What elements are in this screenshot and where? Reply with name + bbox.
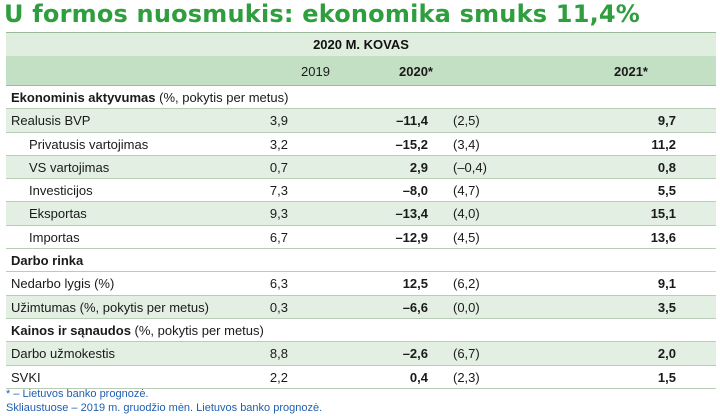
value-2021: 3,5 [657,299,676,315]
column-header-2019: 2019 [301,64,330,79]
previous-forecast: (4,5) [453,229,480,245]
value-2019: 7,3 [269,183,288,199]
forecast-table [6,32,716,389]
value-2021: 0,8 [657,159,676,175]
value-2021: 9,1 [657,276,676,292]
section-header-row [6,319,716,342]
value-2020: –8,0 [402,183,428,199]
table-row [6,109,716,132]
value-2019: 2,2 [269,369,288,385]
value-2021: 2,0 [657,346,676,362]
previous-forecast: (4,7) [453,183,480,199]
section-header-row [6,86,716,109]
row-label: Realusis BVP [11,113,91,129]
table-row [6,296,716,319]
value-2019: 6,3 [269,276,288,292]
row-label: Importas [29,229,80,245]
value-2020: –2,6 [402,346,428,362]
row-label: Privatusis vartojimas [29,136,149,152]
section-title [11,323,264,338]
table-row [6,156,716,179]
table-row [6,366,716,389]
section-header-row [6,249,716,272]
previous-forecast: (6,2) [453,276,480,292]
row-label: Eksportas [29,206,87,222]
section-title-main: Kainos ir sąnaudos [11,322,131,338]
value-2021: 15,1 [650,206,676,222]
previous-forecast: (2,3) [453,369,480,385]
table-row [6,202,716,225]
value-2019: 3,9 [269,113,288,129]
row-label: Nedarbo lygis (%) [11,276,115,292]
value-2021: 11,2 [651,136,676,152]
previous-forecast: (3,4) [453,136,480,152]
row-label: Užimtumas (%, pokytis per metus) [11,299,209,315]
value-2021: 13,6 [650,229,676,245]
value-2020: 12,5 [402,276,428,292]
row-label: SVKI [11,369,41,385]
footnote-forecast: * – Lietuvos banko prognozė. [6,388,149,400]
section-title-main: Darbo rinka [11,253,84,269]
table-row [6,272,716,295]
table-banner: 2020 M. KOVAS [6,32,716,56]
table-row [6,226,716,249]
table-header [6,56,716,86]
section-title-unit: (%, pokytis per metus) [155,90,289,105]
table-body [6,86,716,389]
previous-forecast: (–0,4) [453,159,487,175]
previous-forecast: (6,7) [453,346,480,362]
table-row [6,342,716,365]
previous-forecast: (2,5) [453,113,480,129]
section-title [11,90,288,105]
value-2019: 0,3 [269,299,288,315]
value-2021: 9,7 [657,113,676,129]
column-header-2020: 2020* [399,64,433,79]
value-2020: 0,4 [409,369,428,385]
value-2019: 3,2 [269,136,288,152]
value-2020: –13,4 [395,206,428,222]
section-title-unit: (%, pokytis per metus) [130,322,264,338]
value-2019: 8,8 [269,346,288,362]
section-title-main: Ekonominis aktyvumas [11,90,156,105]
value-2020: –12,9 [395,229,428,245]
page-title: U formos nuosmukis: ekonomika smuks 11,4% [4,0,641,28]
footnote-brackets: Skliaustuose – 2019 m. gruodžio mėn. Lietuvos banko prognozė. [6,402,323,414]
section-title [11,253,83,268]
column-header-2021: 2021* [614,64,648,79]
row-label: VS vartojimas [29,159,110,175]
value-2019: 9,3 [269,206,288,222]
previous-forecast: (0,0) [453,299,480,315]
table-row [6,133,716,156]
row-label: Investicijos [29,183,93,199]
value-2019: 0,7 [269,159,288,175]
value-2021: 5,5 [657,183,676,199]
value-2021: 1,5 [657,369,676,385]
table-row [6,179,716,202]
value-2019: 6,7 [269,229,288,245]
value-2020: –15,2 [395,136,428,152]
value-2020: 2,9 [409,159,428,175]
value-2020: –11,4 [396,113,428,129]
row-label: Darbo užmokestis [11,346,116,362]
value-2020: –6,6 [402,299,428,315]
previous-forecast: (4,0) [453,206,480,222]
